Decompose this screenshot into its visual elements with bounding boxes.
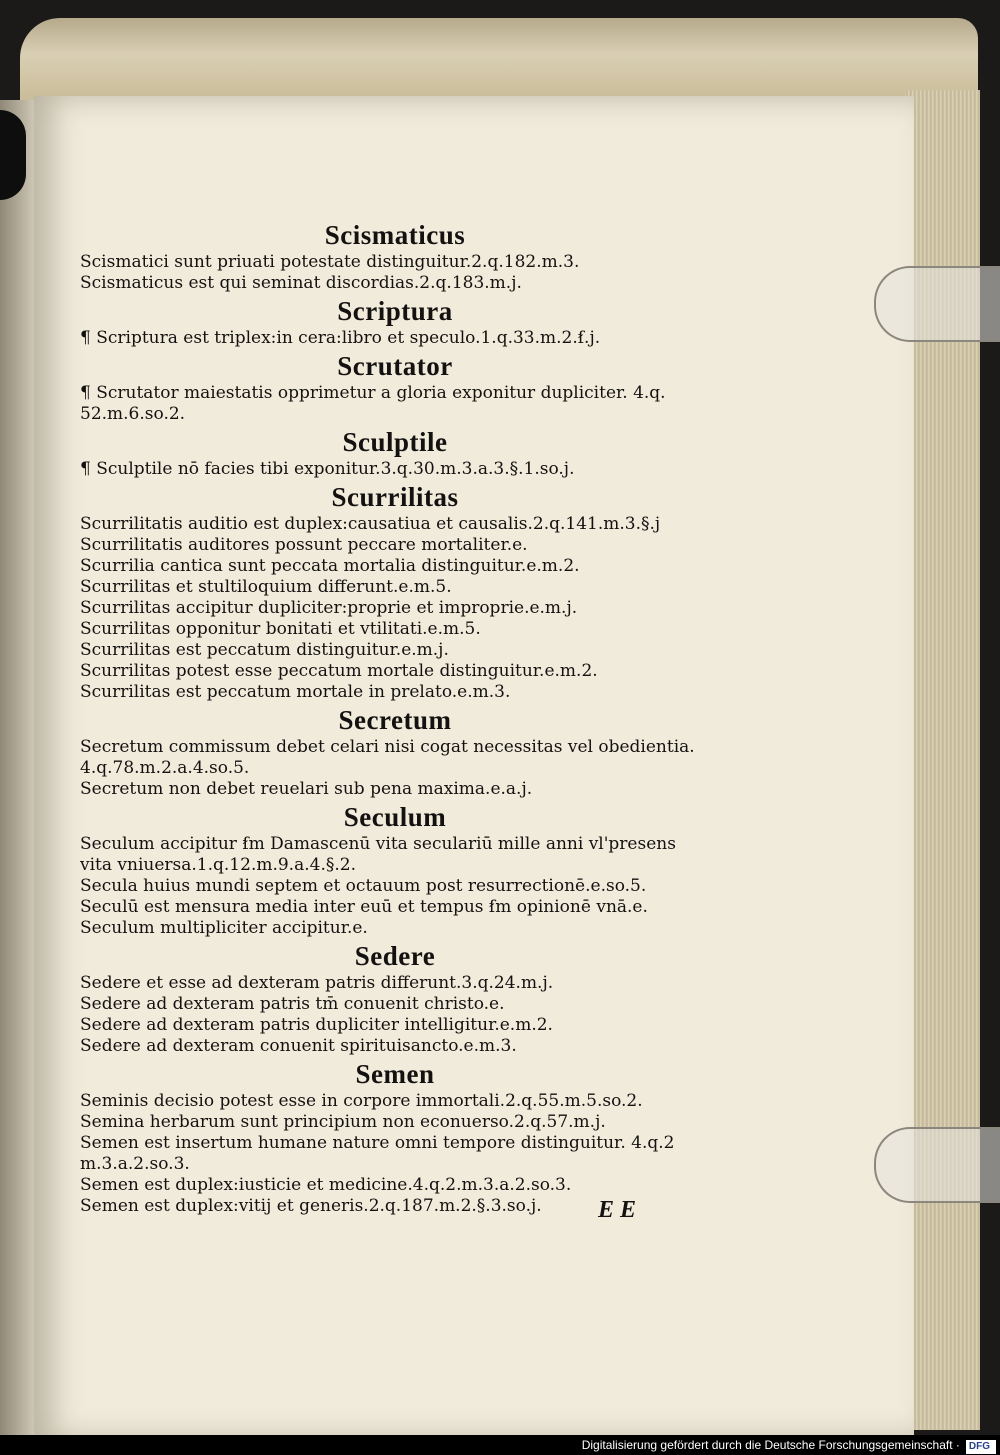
entry-line: Sedere et esse ad dexteram patris differunt.3.q.24.m.j. [80,973,554,993]
page-text [80,218,710,1217]
entry-line: Seculū est mensura media inter euū et tempus ẜm opinionē vnā.e. [80,897,648,917]
section-heading: Scriptura [337,296,453,326]
entry-line: Semen est duplex:vitij et generis.2.q.187.m.2.§.3.so.j. [80,1196,542,1216]
entry-line: Sedere ad dexteram conuenit spirituisancto.e.m.3. [80,1036,517,1056]
section-heading: Secretum [338,705,452,735]
signature-mark: E E [598,1197,637,1223]
book-top-edge [20,18,978,108]
section-heading: Scurrilitas [331,482,459,512]
glass-clip-bottom [874,1127,1000,1203]
entry-line: Scurrilitas est peccatum distinguitur.e.m.j. [80,640,449,660]
entry-line: Scurrilitas potest esse peccatum mortale distinguitur.e.m.2. [80,661,598,681]
entry-line: Semina herbarum sunt principium non econuerso.2.q.57.m.j. [80,1112,606,1132]
entry-line: Secretum non debet reuelari sub pena maxima.e.a.j. [80,779,533,799]
footer-bar [0,1435,1000,1455]
entry-line: ¶ Sculptile nō facies tibi exponitur.3.q.30.m.3.a.3.§.1.so.j. [80,459,575,479]
entry-line: Semen est duplex:iusticie et medicine.4.q.2.m.3.a.2.so.3. [80,1175,572,1195]
entry-line: Seculum multipliciter accipitur.e. [80,918,368,938]
entry-line: Scurrilitatis auditores possunt peccare mortaliter.e. [80,535,528,555]
entry-line: Scismatici sunt priuati potestate distinguitur.2.q.182.m.3. [80,252,580,272]
section-heading: Seculum [343,802,447,832]
entry-line: Scurrilitas et stultiloquium differunt.e.m.5. [80,577,452,597]
entry-line: Scurrilitas opponitur bonitati et vtilitati.e.m.5. [80,619,481,639]
entry-line: Sedere ad dexteram patris dupliciter intelligitur.e.m.2. [80,1015,553,1035]
entry-line: Semen est insertum humane nature omni tempore distinguitur. 4.q.2 m.3.a.2.so.3. [80,1133,675,1174]
section-heading: Sculptile [342,427,448,457]
section-heading: Scrutator [337,351,453,381]
entry-line: Seculum accipitur ẜm Damascenū vita seculariū mille anni vl'presens vita vniuersa.1.q.12.m.9.a.4.§.2. [80,834,676,875]
glass-clip-top [874,266,1000,342]
entry-line: Scurrilitatis auditio est duplex:causatiua et causalis.2.q.141.m.3.§.j [80,514,661,534]
entry-line: Scurrilia cantica sunt peccata mortalia distinguitur.e.m.2. [80,556,580,576]
entry-line: Seminis decisio potest esse in corpore immortali.2.q.55.m.5.so.2. [80,1091,643,1111]
entry-line: ¶ Scriptura est triplex:in cera:libro et speculo.1.q.33.m.2.ẜ.j. [80,328,601,348]
section-heading: Scismaticus [324,220,466,250]
entry-line: Scurrilitas accipitur dupliciter:proprie et improprie.e.m.j. [80,598,578,618]
entry-line: Secretum commissum debet celari nisi cogat necessitas vel obedientia. 4.q.78.m.2.a.4.so.5. [80,737,695,778]
section-heading: Semen [355,1059,435,1089]
entry-line: Scismaticus est qui seminat discordias.2.q.183.m.j. [80,273,522,293]
entry-line: Secula huius mundi septem et octauum post resurrectionē.e.so.5. [80,876,647,896]
dfg-logo: DFG [966,1440,996,1454]
entry-line: ¶ Scrutator maiestatis opprimetur a gloria exponitur dupliciter. 4.q. 52.m.6.so.2. [80,383,666,424]
section-heading: Sedere [354,941,436,971]
entry-line: Sedere ad dexteram patris tm̄ conuenit christo.e. [80,994,505,1014]
footer-text: Digitalisierung gefördert durch die Deutsche Forschungsgemeinschaft · [581,1438,960,1452]
entry-line: Scurrilitas est peccatum mortale in prelato.e.m.3. [80,682,511,702]
left-clip [0,110,26,200]
